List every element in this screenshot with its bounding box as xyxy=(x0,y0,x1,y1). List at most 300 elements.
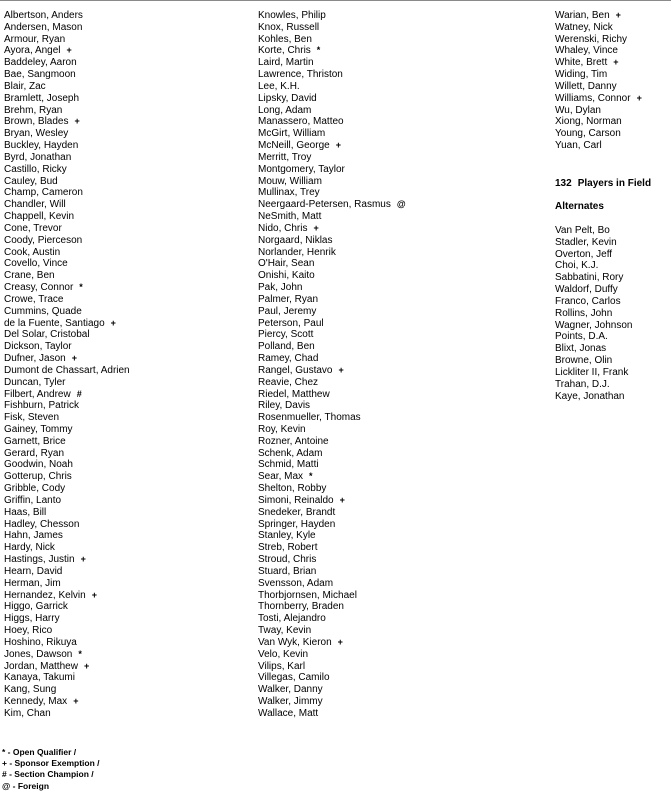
player-name: Hoey, Rico xyxy=(4,625,53,637)
legend-item: @ - Foreign xyxy=(2,780,50,791)
player-entry xyxy=(555,128,642,140)
player-entry xyxy=(258,459,406,471)
player-status-mark: + xyxy=(313,222,319,233)
player-entry xyxy=(258,128,406,140)
alternate-entry: Browne, Olin xyxy=(555,355,613,367)
player-name: Polland, Ben xyxy=(258,341,315,353)
player-name: Van Wyk, Kieron xyxy=(258,636,332,648)
player-name: Young, Carson xyxy=(555,128,621,140)
top-rule xyxy=(0,0,671,1)
player-entry xyxy=(258,578,406,590)
player-name: Fisk, Steven xyxy=(4,412,60,424)
player-entry xyxy=(4,105,130,117)
player-entry xyxy=(258,22,406,34)
player-entry xyxy=(4,353,130,365)
player-status-mark: + xyxy=(71,353,77,364)
player-name: O'Hair, Sean xyxy=(258,258,315,270)
player-entry xyxy=(258,483,406,495)
player-entry xyxy=(258,625,406,637)
player-name: Simoni, Reinaldo xyxy=(258,494,334,506)
player-name: Svensson, Adam xyxy=(258,577,334,589)
player-entry xyxy=(258,696,406,708)
player-entry xyxy=(4,436,130,448)
player-name: Pak, John xyxy=(258,282,303,294)
player-entry xyxy=(4,542,130,554)
player-entry xyxy=(258,566,406,578)
player-entry xyxy=(555,93,642,105)
player-entry xyxy=(258,105,406,117)
player-name: Werenski, Richy xyxy=(555,33,628,45)
player-entry xyxy=(555,81,642,93)
player-entry xyxy=(4,128,130,140)
player-entry xyxy=(4,306,130,318)
player-entry xyxy=(4,459,130,471)
player-entry xyxy=(258,318,406,330)
player-entry xyxy=(258,554,406,566)
player-name: Warian, Ben xyxy=(555,10,610,21)
player-name: Armour, Ryan xyxy=(4,33,66,45)
player-name: Norgaard, Niklas xyxy=(258,234,333,246)
player-name: Andersen, Mason xyxy=(4,21,83,33)
player-entry xyxy=(258,152,406,164)
player-entry xyxy=(4,152,130,164)
player-name: Roy, Kevin xyxy=(258,423,306,435)
player-name: Villegas, Camilo xyxy=(258,672,330,684)
player-entry xyxy=(555,45,642,57)
alternate-entry: Overton, Jeff xyxy=(555,248,613,260)
player-name: Kennedy, Max xyxy=(4,696,68,708)
player-status-mark: + xyxy=(339,494,345,505)
player-name: Coody, Pierceson xyxy=(4,234,83,246)
player-entry xyxy=(258,176,406,188)
player-entry xyxy=(258,471,406,483)
player-name: Peterson, Paul xyxy=(258,317,324,329)
alternate-entry: Stadler, Kevin xyxy=(555,236,617,248)
player-name: Montgomery, Taylor xyxy=(258,163,345,175)
player-name: Crowe, Trace xyxy=(4,293,64,305)
player-entry xyxy=(258,270,406,282)
player-name: Riley, Davis xyxy=(258,400,311,412)
player-entry xyxy=(258,365,406,377)
player-name: Brehm, Ryan xyxy=(4,104,63,116)
legend-item: * - Open Qualifier / xyxy=(2,747,77,757)
player-entry xyxy=(258,389,406,401)
player-entry xyxy=(258,34,406,46)
player-status-mark: * xyxy=(79,282,83,293)
player-entry xyxy=(258,542,406,554)
player-name: Willett, Danny xyxy=(555,80,617,92)
player-name: Manassero, Matteo xyxy=(258,116,344,128)
player-entry xyxy=(258,223,406,235)
player-entry xyxy=(258,164,406,176)
player-entry xyxy=(555,22,642,34)
player-status-mark: * xyxy=(78,648,82,659)
player-entry xyxy=(258,247,406,259)
player-name: Long, Adam xyxy=(258,104,312,116)
player-entry xyxy=(4,258,130,270)
player-entry xyxy=(4,282,130,294)
player-name: Piercy, Scott xyxy=(258,329,314,341)
player-name: Schmid, Matti xyxy=(258,459,319,471)
alternate-entry: Points, D.A. xyxy=(555,331,608,343)
player-entry xyxy=(258,306,406,318)
player-entry xyxy=(4,341,130,353)
player-name: de la Fuente, Santiago xyxy=(4,317,105,329)
player-name: Walker, Danny xyxy=(258,684,323,696)
player-name: Norlander, Henrik xyxy=(258,246,336,258)
player-name: Buckley, Hayden xyxy=(4,140,79,152)
player-name: Mullinax, Trey xyxy=(258,187,320,199)
player-name: Schenk, Adam xyxy=(258,447,323,459)
player-name: Reavie, Chez xyxy=(258,376,319,388)
player-entry xyxy=(4,448,130,460)
player-entry xyxy=(4,176,130,188)
player-entry xyxy=(258,199,406,211)
player-entry xyxy=(4,199,130,211)
player-entry xyxy=(4,116,130,128)
player-entry xyxy=(258,519,406,531)
player-name: Fishburn, Patrick xyxy=(4,400,80,412)
player-name: Whaley, Vince xyxy=(555,45,618,57)
alternate-entry: Lickliter II, Frank xyxy=(555,366,629,378)
player-entry xyxy=(4,566,130,578)
player-status-mark: # xyxy=(76,388,82,399)
player-entry xyxy=(258,45,406,57)
alternate-entry: Rollins, John xyxy=(555,307,613,319)
player-entry xyxy=(4,34,130,46)
player-entry xyxy=(4,400,130,412)
player-name: Chappell, Kevin xyxy=(4,211,75,223)
player-entry xyxy=(258,672,406,684)
player-entry xyxy=(258,684,406,696)
player-name: Hahn, James xyxy=(4,530,63,542)
player-status-mark: + xyxy=(337,636,343,647)
player-entry xyxy=(258,10,406,22)
player-name: Dickson, Taylor xyxy=(4,341,72,353)
player-entry xyxy=(258,601,406,613)
player-name: Kang, Sung xyxy=(4,684,57,696)
player-entry xyxy=(4,187,130,199)
player-count: 132 xyxy=(555,178,572,189)
player-name: Hearn, David xyxy=(4,565,63,577)
player-entry xyxy=(258,637,406,649)
player-name: Champ, Cameron xyxy=(4,187,83,199)
players-column-1 xyxy=(4,10,130,720)
player-status-mark: + xyxy=(74,116,80,127)
player-entry xyxy=(258,341,406,353)
player-entry xyxy=(4,649,130,661)
player-entry xyxy=(555,69,642,81)
player-name: Knox, Russell xyxy=(258,21,320,33)
player-name: Covello, Vince xyxy=(4,258,68,270)
player-name: Rozner, Antoine xyxy=(258,435,329,447)
player-entry xyxy=(258,448,406,460)
player-name: Thornberry, Braden xyxy=(258,601,344,613)
player-name: Tway, Kevin xyxy=(258,625,312,637)
player-name: Cummins, Quade xyxy=(4,305,82,317)
player-entry xyxy=(4,247,130,259)
player-entry xyxy=(4,590,130,602)
player-name: Dumont de Chassart, Adrien xyxy=(4,364,130,376)
player-status-mark: + xyxy=(338,364,344,375)
alternate-entry: Blixt, Jonas xyxy=(555,343,607,355)
player-entry xyxy=(258,235,406,247)
player-entry xyxy=(4,223,130,235)
player-entry xyxy=(4,10,130,22)
alternate-entry: Van Pelt, Bo xyxy=(555,225,610,236)
player-name: Korte, Chris xyxy=(258,45,311,57)
player-entry xyxy=(258,412,406,424)
player-name: Knowles, Philip xyxy=(258,10,326,21)
player-name: Cauley, Bud xyxy=(4,175,58,187)
player-entry xyxy=(258,661,406,673)
player-entry xyxy=(4,495,130,507)
player-entry xyxy=(4,672,130,684)
player-entry xyxy=(4,696,130,708)
player-name: Hoshino, Rikuya xyxy=(4,636,77,648)
player-name: Nido, Chris xyxy=(258,222,308,234)
alternate-entry: Kaye, Jonathan xyxy=(555,390,625,402)
player-name: Lipsky, David xyxy=(258,92,317,104)
player-entry xyxy=(258,329,406,341)
player-name: Sear, Max xyxy=(258,471,304,483)
player-entry xyxy=(4,270,130,282)
player-name: Hernandez, Kelvin xyxy=(4,589,86,601)
alternates-heading: Alternates xyxy=(555,201,604,212)
player-name: Bramlett, Joseph xyxy=(4,92,80,104)
player-name: Bae, Sangmoon xyxy=(4,69,76,81)
alternate-entry: Waldorf, Duffy xyxy=(555,284,618,296)
player-entry xyxy=(258,116,406,128)
player-name: Lawrence, Thriston xyxy=(258,69,343,81)
player-name: Goodwin, Noah xyxy=(4,459,73,471)
player-entry xyxy=(4,164,130,176)
player-name: Watney, Nick xyxy=(555,21,613,33)
player-name: Kanaya, Takumi xyxy=(4,672,75,684)
player-name: Lee, K.H. xyxy=(258,80,300,92)
player-entry xyxy=(555,105,642,117)
alternate-entry: Choi, K.J. xyxy=(555,260,599,272)
player-name: Thorbjornsen, Michael xyxy=(258,589,357,601)
player-name: Cook, Austin xyxy=(4,246,61,258)
legend-item: + - Sponsor Exemption / xyxy=(2,758,100,769)
player-name: McNeill, George xyxy=(258,140,330,152)
player-entry xyxy=(258,507,406,519)
player-name: Onishi, Kaito xyxy=(258,270,315,282)
player-entry xyxy=(555,140,642,152)
player-name: Griffin, Lanto xyxy=(4,494,62,506)
player-name: Vilips, Karl xyxy=(258,660,306,672)
player-entry xyxy=(4,661,130,673)
player-name: Gribble, Cody xyxy=(4,483,66,495)
player-entry xyxy=(258,495,406,507)
player-entry xyxy=(4,377,130,389)
player-entry xyxy=(555,57,642,69)
player-name: Williams, Connor xyxy=(555,92,631,104)
player-entry xyxy=(258,81,406,93)
player-entry xyxy=(258,69,406,81)
player-entry xyxy=(258,613,406,625)
player-name: Merritt, Troy xyxy=(258,151,312,163)
player-entry xyxy=(4,684,130,696)
player-name: Wallace, Matt xyxy=(258,707,319,719)
player-status-mark: + xyxy=(80,554,86,565)
player-entry xyxy=(258,211,406,223)
player-entry xyxy=(4,329,130,341)
player-status-mark: + xyxy=(66,45,72,56)
player-entry xyxy=(258,93,406,105)
player-entry xyxy=(258,140,406,152)
player-entry xyxy=(258,57,406,69)
player-entry xyxy=(258,282,406,294)
player-name: Tosti, Alejandro xyxy=(258,613,326,625)
player-entry xyxy=(555,116,642,128)
player-entry xyxy=(4,483,130,495)
player-entry xyxy=(258,708,406,720)
player-name: Riedel, Matthew xyxy=(258,388,330,400)
player-entry xyxy=(258,258,406,270)
player-name: Dufner, Jason xyxy=(4,353,66,365)
players-column-2 xyxy=(258,10,406,720)
player-entry xyxy=(258,649,406,661)
player-entry xyxy=(4,708,130,720)
player-name: Stanley, Kyle xyxy=(258,530,316,542)
player-name: Jordan, Matthew xyxy=(4,660,78,672)
player-entry xyxy=(4,554,130,566)
player-name: Widing, Tim xyxy=(555,69,608,81)
player-name: Hadley, Chesson xyxy=(4,518,80,530)
player-name: Hardy, Nick xyxy=(4,542,55,554)
player-name: Walker, Jimmy xyxy=(258,696,323,708)
player-name: Higgo, Garrick xyxy=(4,601,68,613)
player-name: Duncan, Tyler xyxy=(4,376,66,388)
player-entry xyxy=(4,140,130,152)
player-entry xyxy=(4,625,130,637)
player-name: Filbert, Andrew xyxy=(4,388,71,400)
player-name: Baddeley, Aaron xyxy=(4,57,77,69)
player-name: Mouw, William xyxy=(258,175,322,187)
player-name: Ramey, Chad xyxy=(258,353,319,365)
player-name: Rosenmueller, Thomas xyxy=(258,412,361,424)
player-name: Stuard, Brian xyxy=(258,565,317,577)
player-name: Streb, Robert xyxy=(258,542,318,554)
player-entry xyxy=(4,93,130,105)
player-count-label: Players in Field xyxy=(577,178,652,189)
player-name: Blair, Zac xyxy=(4,80,46,92)
player-entry xyxy=(4,471,130,483)
player-entry xyxy=(4,578,130,590)
alternates-list xyxy=(555,225,632,402)
player-entry xyxy=(4,235,130,247)
alternate-entry: Wagner, Johnson xyxy=(555,319,633,331)
alternate-entry: Sabbatini, Rory xyxy=(555,272,624,284)
player-name: Herman, Jim xyxy=(4,577,61,589)
player-entry xyxy=(4,530,130,542)
player-name: Gerard, Ryan xyxy=(4,447,65,459)
player-name: Xiong, Norman xyxy=(555,116,622,128)
player-entry xyxy=(258,187,406,199)
player-name: Crane, Ben xyxy=(4,270,55,282)
player-name: Palmer, Ryan xyxy=(258,293,319,305)
player-entry xyxy=(4,412,130,424)
player-entry xyxy=(258,400,406,412)
player-status-mark: + xyxy=(73,696,79,707)
player-name: Bryan, Wesley xyxy=(4,128,69,140)
player-name: Yuan, Carl xyxy=(555,140,602,152)
player-name: Haas, Bill xyxy=(4,506,47,518)
player-entry xyxy=(4,519,130,531)
player-name: Velo, Kevin xyxy=(258,648,309,660)
alternate-entry: Franco, Carlos xyxy=(555,295,621,307)
player-entry xyxy=(4,365,130,377)
player-name: NeSmith, Matt xyxy=(258,211,322,223)
player-name: Stroud, Chris xyxy=(258,554,317,566)
player-name: Higgs, Harry xyxy=(4,613,60,625)
player-entry xyxy=(258,424,406,436)
player-name: Garnett, Brice xyxy=(4,435,66,447)
legend-item: # - Section Champion / xyxy=(2,769,94,780)
alternate-entry: Trahan, D.J. xyxy=(555,378,610,390)
player-name: Creasy, Connor xyxy=(4,282,74,294)
player-name: Albertson, Anders xyxy=(4,10,83,21)
player-entry xyxy=(4,601,130,613)
player-name: Byrd, Jonathan xyxy=(4,151,72,163)
player-name: Gotterup, Chris xyxy=(4,471,72,483)
player-name: Jones, Dawson xyxy=(4,648,73,660)
player-entry xyxy=(555,34,642,46)
player-name: Cone, Trevor xyxy=(4,222,62,234)
player-entry xyxy=(4,69,130,81)
player-entry xyxy=(555,10,642,22)
player-name: McGirt, William xyxy=(258,128,326,140)
player-name: Chandler, Will xyxy=(4,199,66,211)
player-entry xyxy=(258,590,406,602)
field-summary xyxy=(555,178,651,189)
player-entry xyxy=(258,530,406,542)
player-name: Snedeker, Brandt xyxy=(258,506,336,518)
player-name: Wu, Dylan xyxy=(555,104,601,116)
player-name: Springer, Hayden xyxy=(258,518,336,530)
player-status-mark: + xyxy=(91,589,97,600)
player-entry xyxy=(4,57,130,69)
player-name: Ayora, Angel xyxy=(4,45,61,57)
player-entry xyxy=(4,81,130,93)
player-status-mark: + xyxy=(83,660,90,671)
player-name: Paul, Jeremy xyxy=(258,305,317,317)
player-entry xyxy=(258,436,406,448)
player-entry xyxy=(4,637,130,649)
player-status-mark: * xyxy=(309,471,313,482)
player-name: Hastings, Justin xyxy=(4,554,75,566)
player-entry xyxy=(258,377,406,389)
player-status-mark: @ xyxy=(396,199,406,210)
player-name: Brown, Blades xyxy=(4,116,69,128)
player-name: Laird, Martin xyxy=(258,57,314,69)
players-column-3 xyxy=(555,10,642,152)
player-status-mark: + xyxy=(335,140,341,151)
legend xyxy=(2,747,100,792)
player-name: Kim, Chan xyxy=(4,707,51,719)
player-name: Shelton, Robby xyxy=(258,483,327,495)
player-entry xyxy=(4,424,130,436)
player-name: Kohles, Ben xyxy=(258,33,312,45)
player-entry xyxy=(4,294,130,306)
player-entry xyxy=(4,45,130,57)
player-entry xyxy=(4,613,130,625)
player-status-mark: + xyxy=(636,92,642,103)
player-name: White, Brett xyxy=(555,57,608,69)
player-entry xyxy=(4,211,130,223)
